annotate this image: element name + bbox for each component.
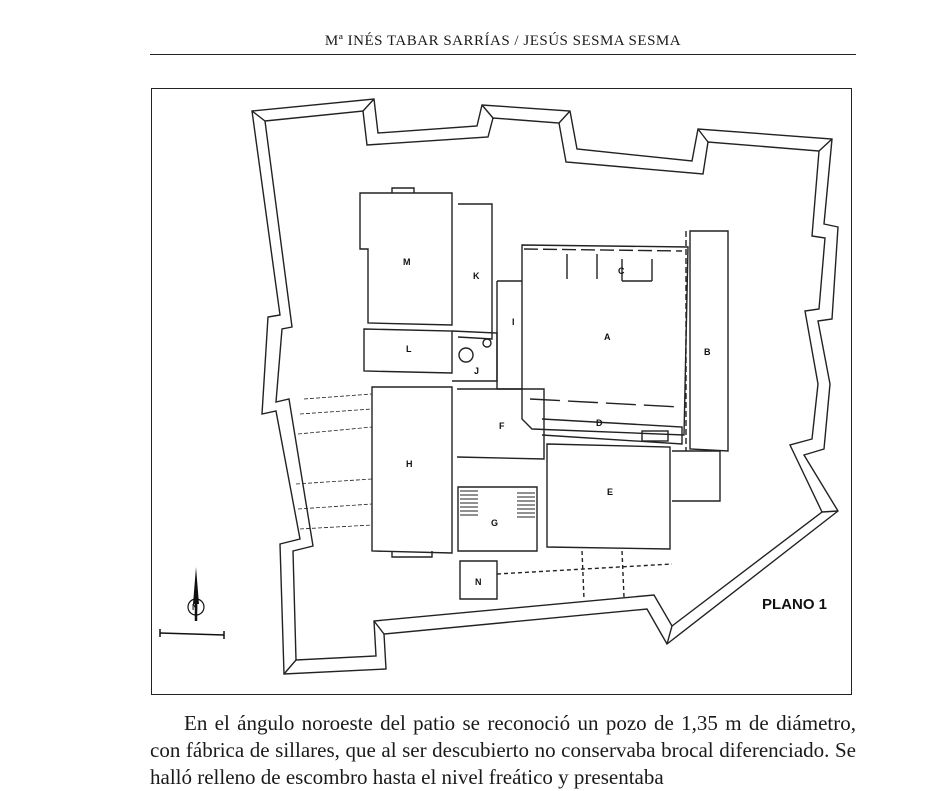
room-label-C: C — [618, 266, 625, 276]
castle-outer-wall — [252, 99, 838, 674]
body-paragraph-text: En el ángulo noroeste del patio se reconoció un pozo de 1,35 m de diámetro, con fábrica de sillares, que al ser descubierto no conservaba brocal diferenciado. Se halló relleno de escombro hasta el nivel freático y presentaba — [150, 711, 856, 789]
room-H — [372, 387, 452, 553]
room-label-J: J — [474, 366, 480, 376]
room-label-F: F — [499, 421, 505, 431]
scale-bar — [160, 629, 224, 639]
room-I — [497, 281, 522, 389]
north-arrow-icon — [188, 567, 204, 621]
room-label-L: L — [406, 344, 412, 354]
castle-inner-wall — [265, 111, 828, 660]
floor-plan-figure — [151, 88, 852, 695]
room-label-I: I — [512, 317, 515, 327]
room-label-G: G — [491, 518, 499, 528]
room-label-K: K — [473, 271, 480, 281]
room-label-E: E — [607, 487, 614, 497]
room-B — [690, 231, 728, 451]
room-label-D: D — [596, 418, 603, 428]
compass-letter: N — [192, 603, 198, 612]
room-label-A: A — [604, 332, 611, 342]
plan-title: PLANO 1 — [762, 596, 828, 613]
running-header: Mª INÉS TABAR SARRÍAS / JESÚS SESMA SESMA — [324, 33, 682, 49]
room-label-B: B — [704, 347, 711, 357]
room-label-H: H — [406, 459, 413, 469]
room-C — [567, 254, 652, 281]
room-label-M: M — [403, 257, 411, 267]
body-paragraph — [150, 710, 856, 791]
floor-plan-drawing — [152, 89, 852, 695]
room-label-N: N — [475, 577, 482, 587]
header-rule — [150, 54, 856, 55]
